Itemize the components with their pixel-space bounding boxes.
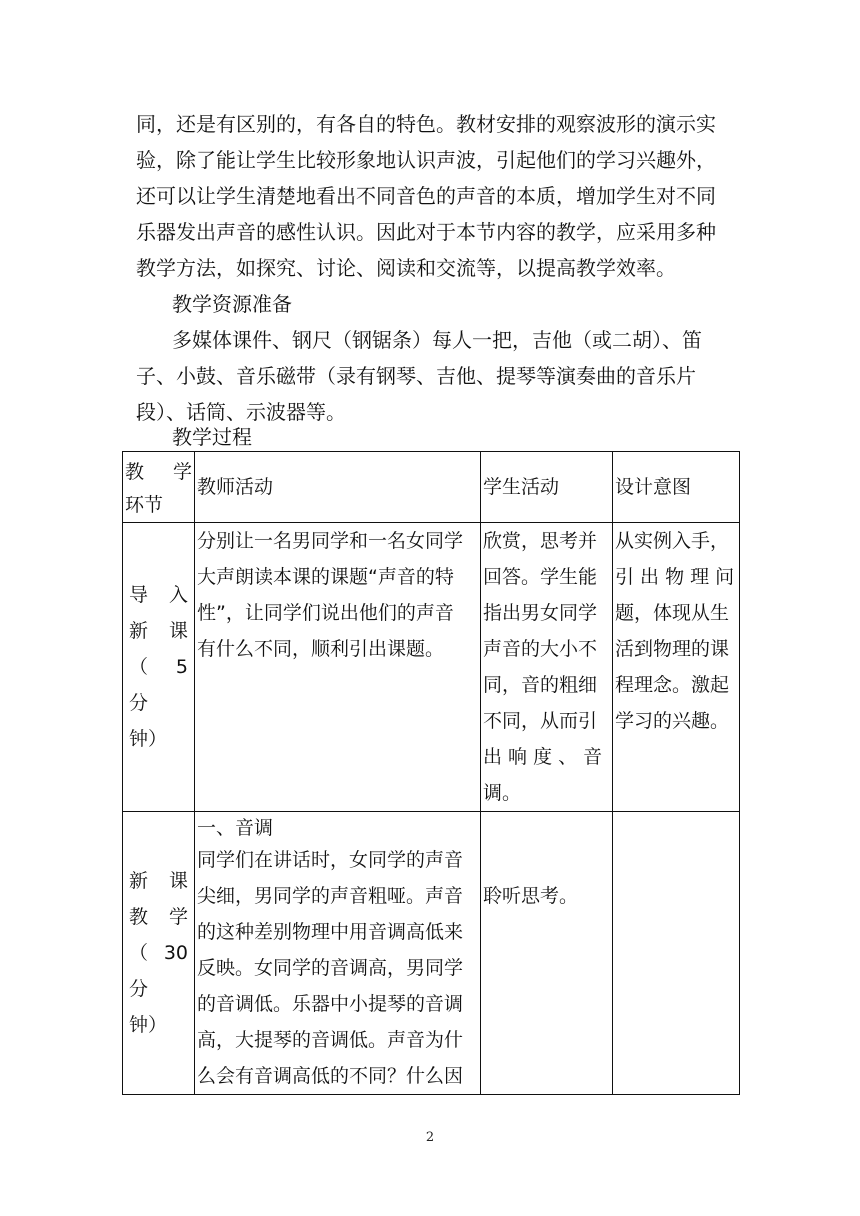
intent-line: 引 出 物 理 问 xyxy=(615,566,735,588)
stage-line: （ 5 xyxy=(129,656,188,678)
stage-line: 分 xyxy=(129,978,149,1000)
resources-line: 段）、话筒、示波器等。 xyxy=(136,400,346,424)
resources-line: 多媒体课件、钢尺（钢锯条）每人一把，吉他（或二胡）、笛 xyxy=(172,328,702,352)
student-line: 声音的大小不 xyxy=(483,638,598,660)
stage-line: 导 入 xyxy=(129,584,188,606)
intro-line: 验，除了能让学生比较形象地认识声波，引起他们的学习兴趣外， xyxy=(136,148,716,172)
stage-line: （ 30 xyxy=(129,942,188,964)
stage-line: 新 课 xyxy=(129,870,188,892)
student-line: 调。 xyxy=(483,782,522,804)
table-header-row xyxy=(123,452,740,523)
student-line: 出 响 度 、 音 xyxy=(483,746,603,768)
teacher-activity-cell xyxy=(195,523,481,812)
student-line: 同，音的粗细 xyxy=(483,674,598,696)
student-line: 指出男女同学 xyxy=(483,602,598,624)
intent-line: 题，体现从生 xyxy=(615,602,730,624)
student-line xyxy=(483,842,610,878)
intro-line: 还可以让学生清楚地看出不同音色的声音的本质，增加学生对不同 xyxy=(136,184,716,208)
header-stage-line: 环节 xyxy=(125,494,164,516)
teacher-line: 么会有音调高低的不同？什么因 xyxy=(197,1065,464,1087)
intent-line: 从实例入手， xyxy=(615,530,730,552)
student-activity-cell xyxy=(481,523,613,812)
teacher-line: 尖细，男同学的声音粗哑。声音 xyxy=(197,885,464,907)
stage-line: 教 学 xyxy=(129,906,188,928)
stage-cell xyxy=(123,812,195,1095)
header-stage xyxy=(123,452,195,523)
design-intent-cell xyxy=(613,812,740,1095)
intro-paragraph xyxy=(136,106,746,286)
header-intent xyxy=(613,452,740,523)
teacher-line: 的音调低。乐器中小提琴的音调 xyxy=(197,993,464,1015)
stage-line: 新 课 xyxy=(129,620,188,642)
teacher-line: 的这种差别物理中用音调高低来 xyxy=(197,921,464,943)
intent-line: 程理念。激起 xyxy=(615,674,730,696)
stage-line: 钟） xyxy=(129,1014,168,1036)
table-row xyxy=(123,812,740,1095)
teacher-line: 同学们在讲话时，女同学的声音 xyxy=(197,849,464,871)
student-activity-cell xyxy=(481,812,613,1095)
student-line xyxy=(483,812,610,842)
stage-cell xyxy=(123,523,195,812)
design-intent-cell xyxy=(613,523,740,812)
intent-line: 学习的兴趣。 xyxy=(615,710,730,732)
teacher-line: 性”，让同学们说出他们的声音 xyxy=(197,602,454,624)
header-intent-label: 设计意图 xyxy=(615,476,692,498)
stage-line: 分 xyxy=(129,692,149,714)
header-student xyxy=(481,452,613,523)
student-line: 不同，从而引 xyxy=(483,710,598,732)
header-stage-line: 教 学 xyxy=(125,461,192,483)
intro-line: 乐器发出声音的感性认识。因此对于本节内容的教学，应采用多种 xyxy=(136,220,716,244)
teacher-line: 高，大提琴的音调低。声音为什 xyxy=(197,1029,464,1051)
resources-line: 子、小鼓、音乐磁带（录有钢琴、吉他、提琴等演奏曲的音乐片 xyxy=(136,364,696,388)
intro-line: 同，还是有区别的，有各自的特色。教材安排的观察波形的演示实 xyxy=(136,112,716,136)
resources-paragraph xyxy=(136,322,746,430)
teacher-line: 大声朗读本课的课题“声音的特 xyxy=(197,566,454,588)
student-line: 聆听思考。 xyxy=(483,885,579,907)
header-student-label: 学生活动 xyxy=(483,476,560,498)
teaching-process-table xyxy=(122,451,740,1095)
teacher-line: 分别让一名男同学和一名女同学 xyxy=(197,530,464,552)
header-teacher xyxy=(195,452,481,523)
student-line: 回答。学生能 xyxy=(483,566,598,588)
resources-heading: 教学资源准备 xyxy=(172,292,292,316)
student-line: 欣赏，思考并 xyxy=(483,530,598,552)
table-row xyxy=(123,523,740,812)
teacher-activity-cell xyxy=(195,812,481,1095)
teacher-line: 有什么不同，顺利引出课题。 xyxy=(197,638,445,660)
stage-line: 钟） xyxy=(129,728,168,750)
intro-line: 教学方法，如探究、讨论、阅读和交流等，以提高教学效率。 xyxy=(136,256,676,280)
intent-line: 活到物理的课 xyxy=(615,638,730,660)
teacher-line: 反映。女同学的音调高，男同学 xyxy=(197,957,464,979)
page-number: 2 xyxy=(425,1130,435,1145)
process-heading: 教学过程 xyxy=(172,425,252,449)
teacher-line: 一、音调 xyxy=(197,817,274,839)
header-teacher-label: 教师活动 xyxy=(197,476,274,498)
